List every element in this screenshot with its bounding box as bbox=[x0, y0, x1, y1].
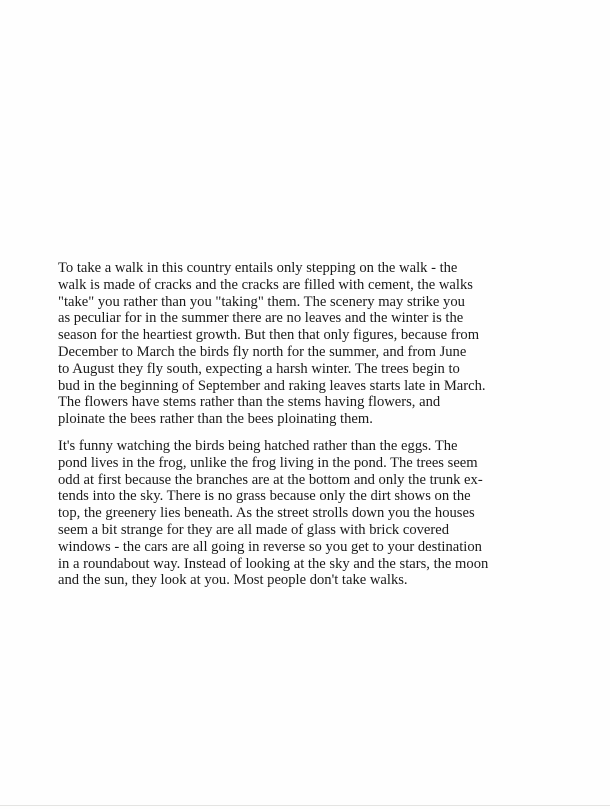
paragraph-2 bbox=[58, 438, 578, 589]
text-line: December to March the birds fly north for the summer, and from June bbox=[58, 343, 467, 360]
text-line: tends into the sky. There is no grass because only the dirt shows on the bbox=[58, 488, 471, 505]
text-line: to August they fly south, expecting a harsh winter. The trees begin to bbox=[58, 360, 460, 377]
text-line: walk is made of cracks and the cracks are filled with cement, the walks bbox=[58, 276, 473, 293]
text-line: To take a walk in this country entails only stepping on the walk - the bbox=[58, 260, 458, 276]
text-line: ploinate the bees rather than the bees ploinating them. bbox=[58, 411, 373, 428]
text-line: It's funny watching the birds being hatched rather than the eggs. The bbox=[58, 438, 458, 454]
text-line: and the sun, they look at you. Most people don't take walks. bbox=[58, 572, 408, 589]
text-line: season for the heartiest growth. But then that only figures, because from bbox=[58, 327, 480, 344]
text-line: windows - the cars are all going in reverse so you get to your destination bbox=[58, 538, 482, 555]
text-line: "take" you rather than you "taking" them. The scenery may strike you bbox=[58, 293, 465, 310]
text-line: pond lives in the frog, unlike the frog living in the pond. The trees seem bbox=[58, 454, 478, 471]
paragraph-1 bbox=[58, 260, 578, 428]
text-line: odd at first because the branches are at the bottom and only the trunk ex- bbox=[58, 471, 483, 488]
page-bottom-edge bbox=[0, 805, 610, 806]
text-line: in a roundabout way. Instead of looking at the sky and the stars, the moon bbox=[58, 555, 489, 572]
text-line: top, the greenery lies beneath. As the street strolls down you the houses bbox=[58, 505, 475, 522]
text-line: seem a bit strange for they are all made of glass with brick covered bbox=[58, 521, 450, 538]
text-line: as peculiar for in the summer there are no leaves and the winter is the bbox=[58, 310, 464, 327]
text-line: bud in the beginning of September and raking leaves starts late in March. bbox=[58, 377, 486, 394]
text-line: The flowers have stems rather than the stems having flowers, and bbox=[58, 394, 441, 411]
